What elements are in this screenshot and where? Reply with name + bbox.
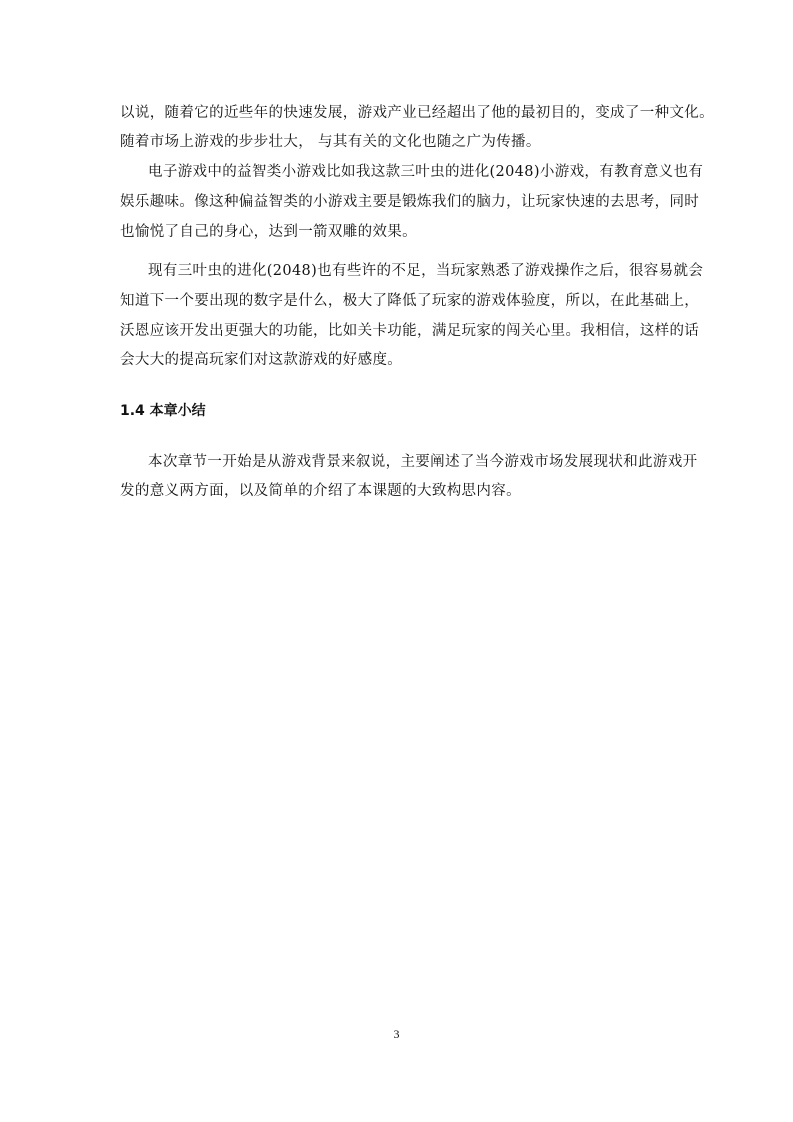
paragraph-1-line-2: 随着市场上游戏的步步壮大， 与其有关的文化也随之广为传播。	[120, 134, 541, 150]
paragraph-2-line-3: 也愉悦了自己的身心，达到一箭双雕的效果。	[120, 224, 417, 240]
section-paragraph-line-1: 本次章节一开始是从游戏背景来叙说，主要阐述了当今游戏市场发展现状和此游戏开	[148, 454, 698, 470]
paragraph-3-line-4: 会大大的提高玩家们对这款游戏的好感度。	[120, 352, 403, 368]
paragraph-3-line-1: 现有三叶虫的进化(2048)也有些许的不足，当玩家熟悉了游戏操作之后，很容易就会	[148, 263, 704, 279]
paragraph-3-line-3: 沃恩应该开发出更强大的功能，比如关卡功能，满足玩家的闯关心里。我相信，这样的话	[120, 323, 700, 339]
paragraph-1-line-1: 以说，随着它的近些年的快速发展，游戏产业已经超出了他的最初目的，变成了一种文化。	[120, 105, 714, 121]
section-heading: 1.4 本章小结	[120, 403, 206, 419]
paragraph-2-line-1: 电子游戏中的益智类小游戏比如我这款三叶虫的进化(2048)小游戏，有教育意义也有	[148, 164, 704, 180]
paragraph-3-line-2: 知道下一个要出现的数字是什么，极大了降低了玩家的游戏体验度，所以，在此基础上，	[120, 293, 700, 309]
paragraph-2-line-2: 娱乐趣味。像这种偏益智类的小游戏主要是锻炼我们的脑力，让玩家快速的去思考，同时	[120, 194, 700, 210]
page-number: 3	[393, 1027, 400, 1041]
section-paragraph-line-2: 发的意义两方面，以及简单的介绍了本课题的大致构思内容。	[120, 483, 521, 499]
